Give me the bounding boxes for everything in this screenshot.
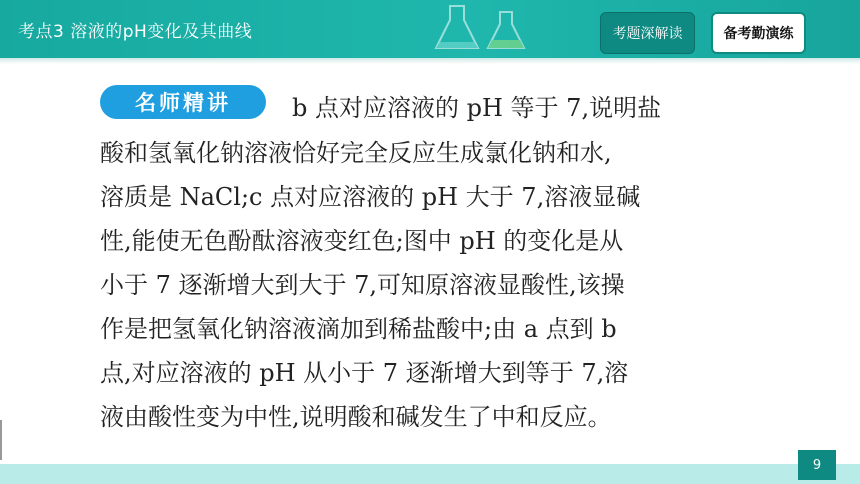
- page-number: 9: [798, 450, 836, 480]
- body-line-8: 液由酸性变为中性,说明酸和碱发生了中和反应。: [100, 403, 612, 431]
- left-divider: [0, 420, 2, 460]
- body-line-7: 点,对应溶液的 pH 从小于 7 逐渐增大到等于 7,溶: [100, 359, 629, 387]
- body-line-5: 小于 7 逐渐增大到大于 7,可知原溶液显酸性,该操: [100, 271, 625, 299]
- body-line-2: 酸和氢氧化钠溶液恰好完全反应生成氯化钠和水,: [100, 139, 612, 167]
- body-line-1: b 点对应溶液的 pH 等于 7,说明盐: [292, 94, 662, 122]
- header-divider: [0, 58, 860, 64]
- tab-practice[interactable]: 备考勤演练: [711, 12, 806, 54]
- flask-decoration-icon: [430, 2, 550, 56]
- body-line-4: 性,能使无色酚酞溶液变红色;图中 pH 的变化是从: [100, 227, 624, 255]
- tab-deep-analysis[interactable]: 考题深解读: [600, 12, 695, 54]
- header-bar: [0, 0, 860, 58]
- body-line-6: 作是把氢氧化钠溶液滴加到稀盐酸中;由 a 点到 b: [100, 315, 617, 343]
- footer-bar: [0, 464, 860, 484]
- body-line-3: 溶质是 NaCl;c 点对应溶液的 pH 大于 7,溶液显碱: [100, 183, 641, 211]
- teacher-explanation-badge: 名师精讲: [100, 85, 266, 119]
- section-title: 考点3 溶液的pH变化及其曲线: [18, 22, 253, 42]
